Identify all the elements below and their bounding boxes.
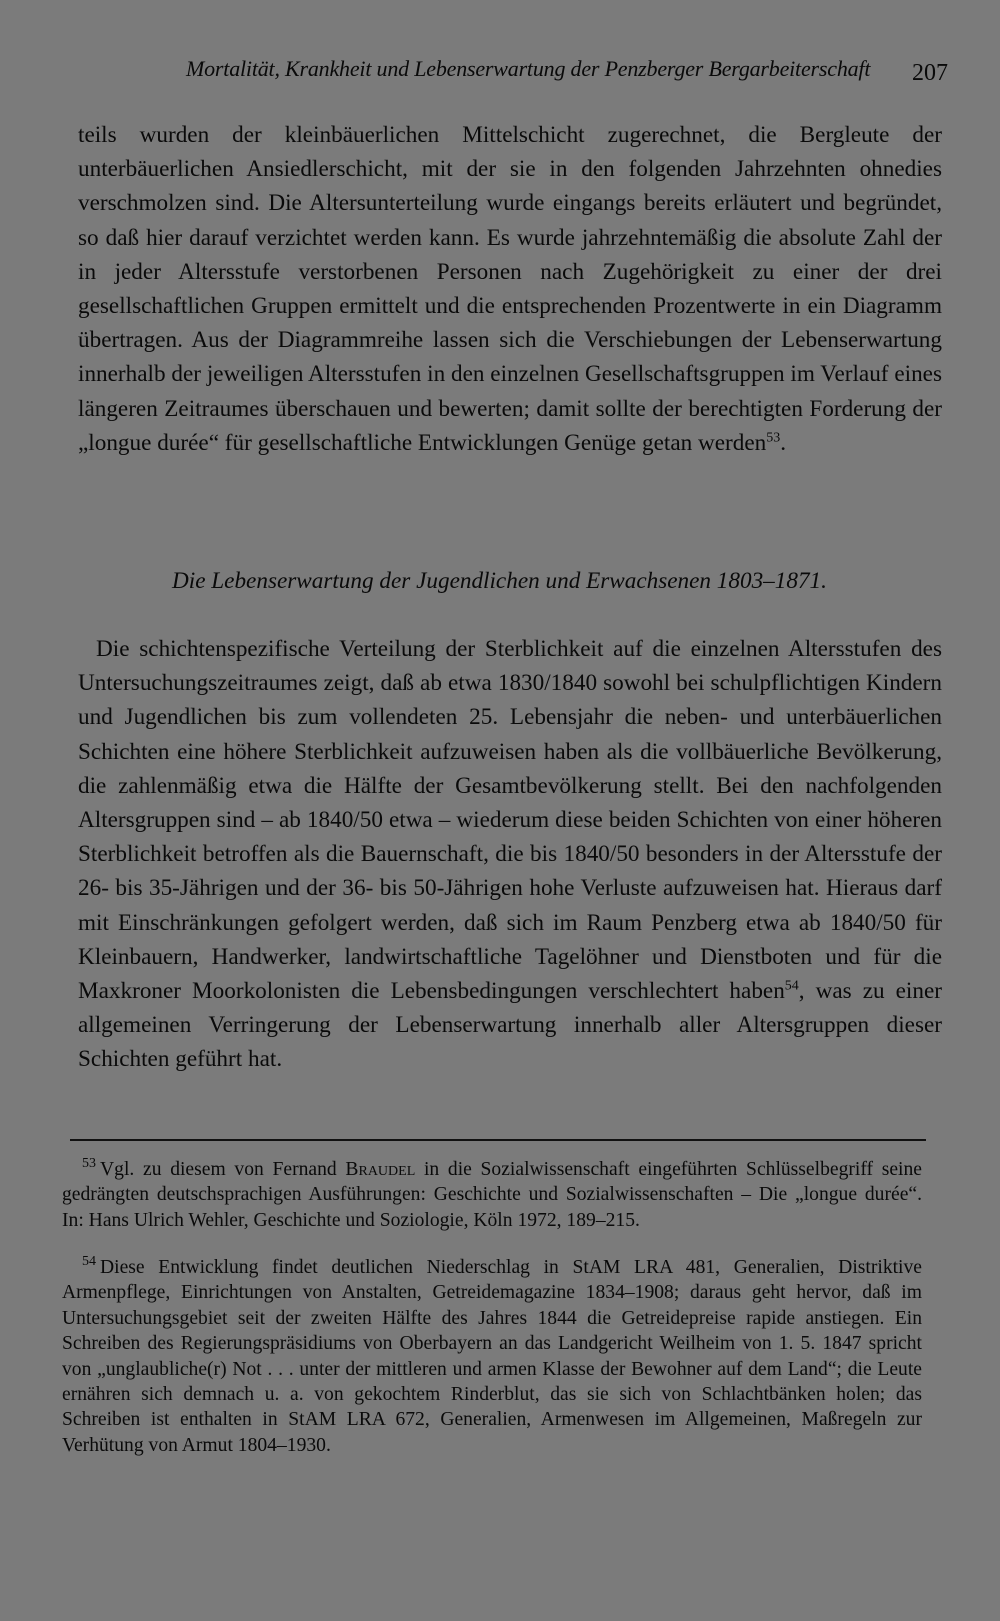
- footnote-54: [62, 1255, 922, 1458]
- footnote-53-number: 53: [82, 1156, 96, 1172]
- footnote-54-number: 54: [82, 1254, 96, 1270]
- paragraph-1: [78, 118, 942, 460]
- paragraph-2-text-a: Die schichtenspezifische Verteilung der Sterblichkeit auf die einzelnen Altersstufen des Untersuchungszeitraumes zeigt, daß ab etwa 1830/1840 sowohl bei schulpflichtigen Kindern und Jugendlichen bis zum vollendeten 25. Lebensjahr die neben- und unterbäuerlichen Schichten eine höhere Sterblichkeit aufzuweisen haben als die vollbäuerliche Bevölkerung, die zahlenmäßig etwa die Hälfte der Gesamtbevölkerung stellt. Bei den nachfolgenden Altersgruppen sind – ab 1840/50 etwa – wiederum diese beiden Schichten von einer höheren Sterblichkeit betroffen als die Bauernschaft, die bis 1840/50 besonders in der Altersstufe der 26- bis 35-Jährigen und der 36- bis 50-Jährigen hohe Verluste aufzuweisen hat. Hieraus darf mit Einschränkungen gefolgert werden, daß sich im Raum Penzberg etwa ab 1840/50 für Kleinbauern, Handwerker, landwirtschaftliche Tagelöhner und Dienstboten und für die Maxkroner Moorkolonisten die Lebensbedingungen verschlechtert haben: [78, 636, 942, 1005]
- paragraph-2: [78, 632, 942, 1077]
- footnote-53: [62, 1157, 922, 1233]
- footnote-54-text: Diese Entwicklung findet deutlichen Niederschlag in StAM LRA 481, Generalien, Distriktive Armenpflege, Einrichtungen von Anstalten, Getreidemagazine 1834–1908; daraus geht hervor, daß im Untersuchungsgebiet seit der zweiten Hälfte des Jahres 1844 die Getreidepreise rapide anstiegen. Ein Schreiben des Regierungspräsidiums von Oberbayern an das Landgericht Weilheim von 1. 5. 1847 spricht von „unglaubliche(r) Not . . . unter der mittleren und armen Klasse der Bewohner auf dem Land“; die Leute ernähren sich demnach u. a. von gekochtem Rinderblut, das sie sich von Schlachtbänken holen; das Schreiben ist enthalten in StAM LRA 672, Generalien, Armenwesen im Allgemeinen, Maßregeln zur Verhütung von Armut 1804–1930.: [62, 1257, 922, 1456]
- footnote-ref-53[interactable]: 53: [766, 430, 781, 446]
- footnote-53-text-a: Vgl. zu diesem von Fernand: [100, 1159, 346, 1180]
- page-number: 207: [912, 60, 948, 86]
- paragraph-1-text: teils wurden der kleinbäuerlichen Mittelschicht zugerechnet, die Bergleute der unterbäuerlichen Ansiedlerschicht, mit der sie in den folgenden Jahrzehnten ohnedies verschmolzen sind. Die Altersunterteilung wurde eingangs bereits erläutert und begründet, so daß hier darauf verzichtet werden kann. Es wurde jahrzehntemäßig die absolute Zahl der in jeder Altersstufe verstorbenen Personen nach Zugehörigkeit zu einer der drei gesellschaftlichen Gruppen ermittelt und die entsprechenden Prozentwerte in ein Diagramm übertragen. Aus der Diagrammreihe lassen sich die Verschiebungen der Lebenserwartung innerhalb der jeweiligen Altersstufen in den einzelnen Gesellschaftsgruppen im Verlauf eines längeren Zeitraumes überschauen und bewerten; damit sollte der berechtigten Forderung der „longue durée“ für gesellschaftliche Entwicklungen Genüge getan werden: [78, 122, 942, 456]
- paragraph-2-text-b: , was zu einer allgemeinen Verringerung der Lebenserwartung innerhalb aller Altersgruppen dieser Schichten geführt hat.: [78, 978, 942, 1073]
- section-heading: Die Lebenserwartung der Jugendlichen und Erwachsenen 1803–1871.: [172, 568, 827, 594]
- running-head: Mortalität, Krankheit und Lebenserwartung der Penzberger Bergarbeiterschaft: [186, 56, 871, 81]
- footnote-53-author: Braudel: [345, 1159, 416, 1180]
- paragraph-1-end: .: [780, 429, 787, 456]
- footnote-53-text-b: in die Sozialwissenschaft eingeführten Schlüsselbegriff seine gedrängten deutschsprachigen Ausführungen: Geschichte und Sozialwissenschaften – Die „longue durée“. In: Hans Ulrich Wehler, Geschichte und Soziologie, Köln 1972, 189–215.: [62, 1159, 922, 1231]
- footnote-ref-54[interactable]: 54: [784, 978, 799, 994]
- footnote-divider: [70, 1139, 926, 1141]
